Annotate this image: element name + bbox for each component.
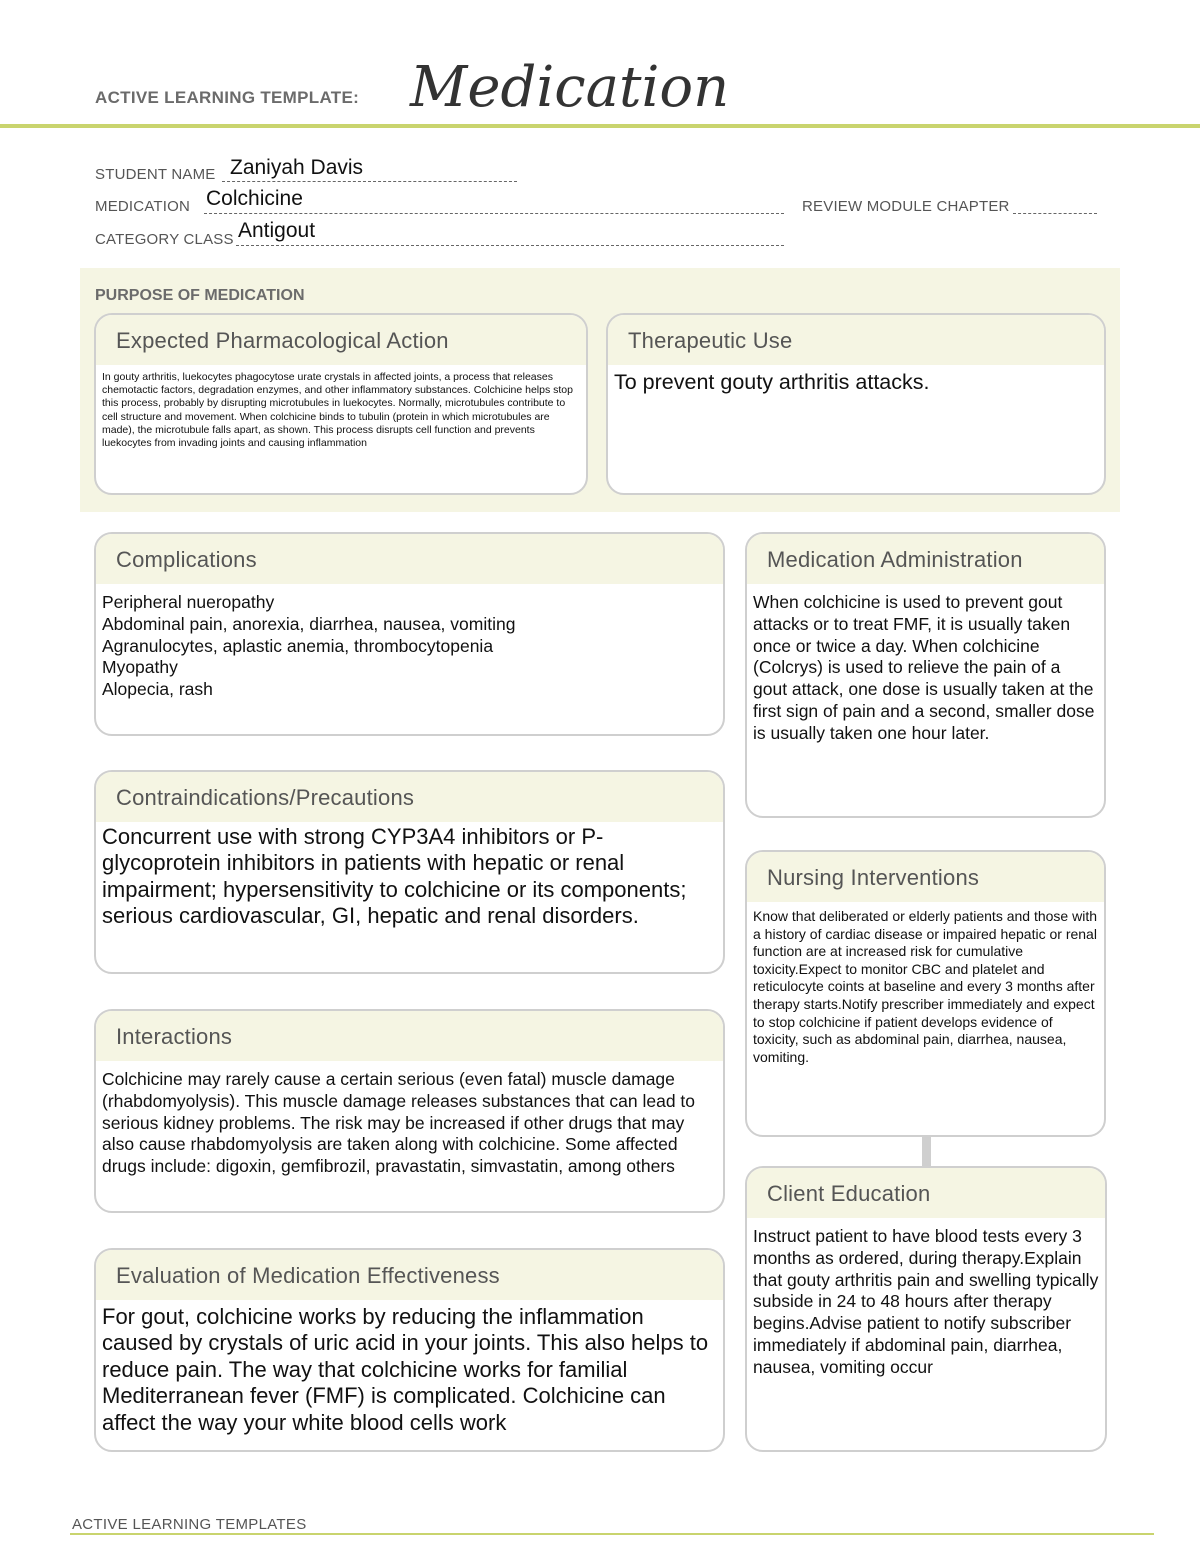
review-module-line[interactable] bbox=[1013, 212, 1097, 214]
purpose-title: PURPOSE OF MEDICATION bbox=[95, 287, 305, 304]
medication-line bbox=[204, 212, 784, 214]
nursing-title: Nursing Interventions bbox=[747, 852, 1104, 902]
complications-text[interactable] bbox=[96, 584, 723, 701]
template-label: ACTIVE LEARNING TEMPLATE: bbox=[95, 88, 360, 107]
complication-line: Abdominal pain, anorexia, diarrhea, nausea, vomiting bbox=[102, 613, 516, 634]
complications-title: Complications bbox=[96, 534, 723, 584]
evaluation-title: Evaluation of Medication Effectiveness bbox=[96, 1250, 723, 1300]
nursing-card bbox=[745, 850, 1106, 1137]
footer-divider bbox=[70, 1533, 1154, 1535]
nursing-text[interactable]: Know that deliberated or elderly patients and those with a history of cardiac disease or impaired hepatic or renal function are at increased risk for cumulative toxicity.Expect to monitor CBC and platelet and reticulocyte coints at baseline and every 3 months after therapy starts.Notify prescriber immediately and expect to stop colchicine if patient develops evidence of toxicity, such as abdominal pain, diarrhea, nausea, vomiting. bbox=[753, 908, 1097, 1065]
complication-line: Peripheral nueropathy bbox=[102, 592, 275, 612]
therapeutic-use-text[interactable]: To prevent gouty arthritis attacks. bbox=[614, 370, 930, 394]
education-title: Client Education bbox=[747, 1168, 1105, 1218]
expected-action-text[interactable]: In gouty arthritis, luekocytes phagocytose urate crystals in affected joints, a process that releases chemotactic factors, degradation enzymes, and other inflammatory substances. Colchicine helps stop this process, probably by disrupting microtubules in luekocytes. Normally, microtubules contribute to cell structure and movement. When colchicine binds to tubulin (protein in which microtubules are made), the microtubule falls apart, as shown. This process disrupts cell function and prevents luekocytes from invading joints and causing inflammation bbox=[102, 371, 573, 450]
student-name-label: STUDENT NAME bbox=[95, 166, 216, 183]
student-name-line bbox=[222, 180, 517, 182]
category-class-value[interactable]: Antigout bbox=[238, 219, 316, 242]
contraindications-text[interactable]: Concurrent use with strong CYP3A4 inhibitors or P-glycoprotein inhibitors in patients with hepatic or renal impairment; hypersensitivity to colchicine or its components; serious cardiovascular, GI, hepatic and renal disorders. bbox=[102, 824, 687, 929]
footer-label: ACTIVE LEARNING TEMPLATES bbox=[72, 1516, 307, 1533]
administration-text[interactable]: When colchicine is used to prevent gout attacks or to treat FMF, it is usually taken once or twice a day. When colchicine (Colcrys) is used to relieve the pain of a gout attack, one dose is usually taken at the first sign of pain and a second, smaller dose is usually taken one hour later. bbox=[753, 592, 1095, 743]
student-name-value[interactable]: Zaniyah Davis bbox=[230, 156, 364, 179]
category-class-line bbox=[236, 244, 784, 246]
administration-title: Medication Administration bbox=[747, 534, 1104, 584]
education-text[interactable]: Instruct patient to have blood tests every 3 months as ordered, during therapy.Explain that gouty arthritis pain and swelling typically subside in 24 to 48 hours after therapy begins.Advise patient to notify subscriber immediately if abdominal pain, diarrhea, nausea, vomiting occur bbox=[753, 1226, 1099, 1377]
complication-line: Myopathy bbox=[102, 657, 178, 678]
complication-line: Agranulocytes, aplastic anemia, thrombocytopenia bbox=[102, 635, 494, 656]
medication-label: MEDICATION bbox=[95, 198, 191, 215]
category-class-label: CATEGORY CLASS bbox=[95, 231, 234, 248]
medication-value[interactable]: Colchicine bbox=[206, 187, 303, 210]
review-module-label: REVIEW MODULE CHAPTER bbox=[802, 198, 1010, 215]
complications-card bbox=[94, 532, 725, 736]
contraindications-card bbox=[94, 770, 725, 974]
page-title: Medication bbox=[410, 55, 730, 120]
card-connector bbox=[922, 1136, 931, 1166]
education-card bbox=[745, 1166, 1107, 1452]
complication-line: Alopecia, rash bbox=[102, 679, 213, 700]
interactions-card bbox=[94, 1009, 725, 1213]
therapeutic-use-title: Therapeutic Use bbox=[608, 315, 1104, 365]
header-divider bbox=[0, 124, 1200, 128]
interactions-title: Interactions bbox=[96, 1011, 723, 1061]
evaluation-text[interactable]: For gout, colchicine works by reducing the inflammation caused by crystals of uric acid in your joints. This also helps to reduce pain. The way that colchicine works for familial Mediterranean fever (FMF) is complicated. Colchicine can affect the way your white blood cells work bbox=[102, 1304, 709, 1435]
contraindications-title: Contraindications/Precautions bbox=[96, 772, 723, 822]
expected-action-title: Expected Pharmacological Action bbox=[96, 315, 586, 365]
evaluation-card bbox=[94, 1248, 725, 1452]
therapeutic-use-card bbox=[606, 313, 1106, 495]
interactions-text[interactable]: Colchicine may rarely cause a certain serious (even fatal) muscle damage (rhabdomyolysis). This muscle damage releases substances that can lead to serious kidney problems. The risk may be increased if other drugs that may also cause rhabdomyolysis are taken along with colchicine. Some affected drugs include: digoxin, gemfibrozil, pravastatin, simvastatin, among others bbox=[102, 1069, 696, 1177]
administration-card bbox=[745, 532, 1106, 818]
expected-action-card bbox=[94, 313, 588, 495]
